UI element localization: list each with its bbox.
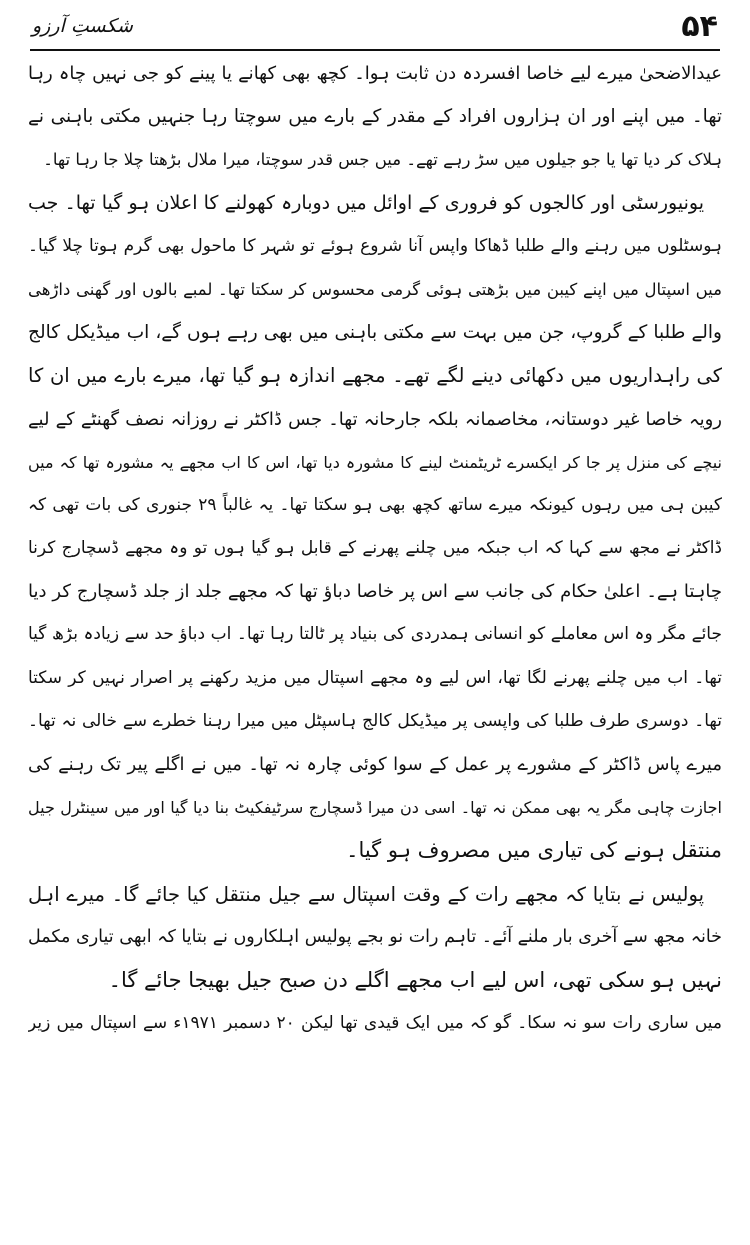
text-line: اجازت چاہی مگر یہ بھی ممکن نہ تھا۔ اسی دن میرا ڈسچارج سرٹیفکیٹ بنا دیا گیا اور میں سینٹرل جیل	[28, 798, 722, 818]
text-line: تھا۔ اب میں چلنے پھرنے لگا تھا، اس لیے وہ مجھے اسپتال میں مزید رکھنے پر اصرار نہیں کر سکتا	[28, 667, 722, 688]
text-line: جائے مگر وہ اس معاملے کو انسانی ہمدردی کی بنیاد پر ٹالتا رہا تھا۔ اب دباؤ حد سے زیادہ بڑھ گیا	[28, 624, 722, 645]
text-line: یونیورسٹی اور کالجوں کو فروری کے اوائل میں دوبارہ کھولنے کا اعلان ہو گیا تھا۔ جب	[28, 191, 704, 214]
text-line: نہیں ہو سکی تھی، اس لیے اب مجھے اگلے دن صبح جیل بھیجا جائے گا۔	[108, 967, 722, 992]
text-line: رویہ خاصا غیر دوستانہ، مخاصمانہ بلکہ جارحانہ تھا۔ جس ڈاکٹر نے روزانہ نصف گھنٹے کے لیے	[28, 408, 722, 430]
book-title: شکستِ آرزو	[32, 15, 133, 37]
text-line: میں اسپتال میں اپنے کیبن میں بڑھتی ہوئی گرمی محسوس کر سکتا تھا۔ لمبے بالوں اور گھنی داڑھی	[28, 279, 722, 299]
text-line: کی راہداریوں میں دکھائی دینے لگے تھے۔ مجھے اندازہ ہو گیا تھا، میرے بارے میں ان کا	[28, 364, 722, 388]
text-line: منتقل ہونے کی تیاری میں مصروف ہو گیا۔	[346, 838, 722, 863]
text-line: خانہ مجھ سے آخری بار ملنے آئے۔ تاہم رات نو بجے پولیس اہلکاروں نے بتایا کہ ابھی تیاری مکمل	[28, 926, 722, 947]
text-line: تھا۔ دوسری طرف طلبا کی واپسی پر میڈیکل کالج ہاسپٹل میں میرا رہنا خطرے سے خالی نہ تھا۔	[28, 710, 722, 731]
text-line: ڈاکٹر نے مجھ سے کہا کہ اب جبکہ میں چلنے پھرنے کے قابل ہو گیا ہوں تو وہ مجھے ڈسچارج کرنا	[28, 538, 722, 559]
text-line: چاہتا ہے۔ اعلیٰ حکام کی جانب سے اس پر خاصا دباؤ تھا کہ مجھے جلد از جلد ڈسچارج کر دیا	[28, 581, 722, 603]
page-body	[28, 52, 722, 1045]
text-line: عیدالاضحیٰ میرے لیے خاصا افسردہ دن ثابت ہوا۔ کچھ بھی کھانے یا پینے کو جی نہیں چاہ رہا	[28, 63, 722, 84]
text-line: میرے پاس ڈاکٹر کے مشورے پر عمل کے سوا کوئی چارہ نہ تھا۔ میں نے اگلے پیر تک رہنے کی	[28, 754, 722, 775]
text-line: پولیس نے بتایا کہ مجھے رات کے وقت اسپتال سے جیل منتقل کیا جائے گا۔ میرے اہل	[28, 882, 704, 906]
header-divider	[30, 49, 720, 51]
text-line: والے طلبا کے گروپ، جن میں بہت سے مکتی باہنی میں بھی رہے ہوں گے، اب میڈیکل کالج	[28, 322, 722, 344]
text-line: میں ساری رات سو نہ سکا۔ گو کہ میں ایک قیدی تھا لیکن ۲۰ دسمبر ۱۹۷۱ء سے اسپتال میں زیر	[28, 1013, 722, 1034]
text-line: ہوسٹلوں میں رہنے والے طلبا ڈھاکا واپس آنا شروع ہوئے تو شہر کا ماحول بھی گرم ہوتا چلا گیا۔	[28, 235, 722, 256]
page-number: ۵۴	[681, 8, 718, 44]
text-line: کیبن ہی میں رہوں کیونکہ میرے ساتھ کچھ بھی ہو سکتا تھا۔ یہ غالباً ۲۹ جنوری کی بات تھی کہ	[28, 494, 722, 515]
page-header	[32, 6, 718, 46]
text-line: ہلاک کر دیا تھا یا جو جیلوں میں سڑ رہے تھے۔ میں جس قدر سوچتا، میرا ملال بڑھتا چلا جا رہا تھا۔	[43, 150, 722, 170]
text-line: تھا۔ میں اپنے اور ان ہزاروں افراد کے مقدر کے بارے میں سوچتا رہا جنہیں مکتی باہنی نے	[28, 106, 722, 128]
text-line: نیچے کی منزل پر جا کر ایکسرے ٹریٹمنٹ لینے کا مشورہ دیا تھا، اس کا اب مجھے یہ مشورہ تھا کہ میں	[28, 452, 722, 472]
